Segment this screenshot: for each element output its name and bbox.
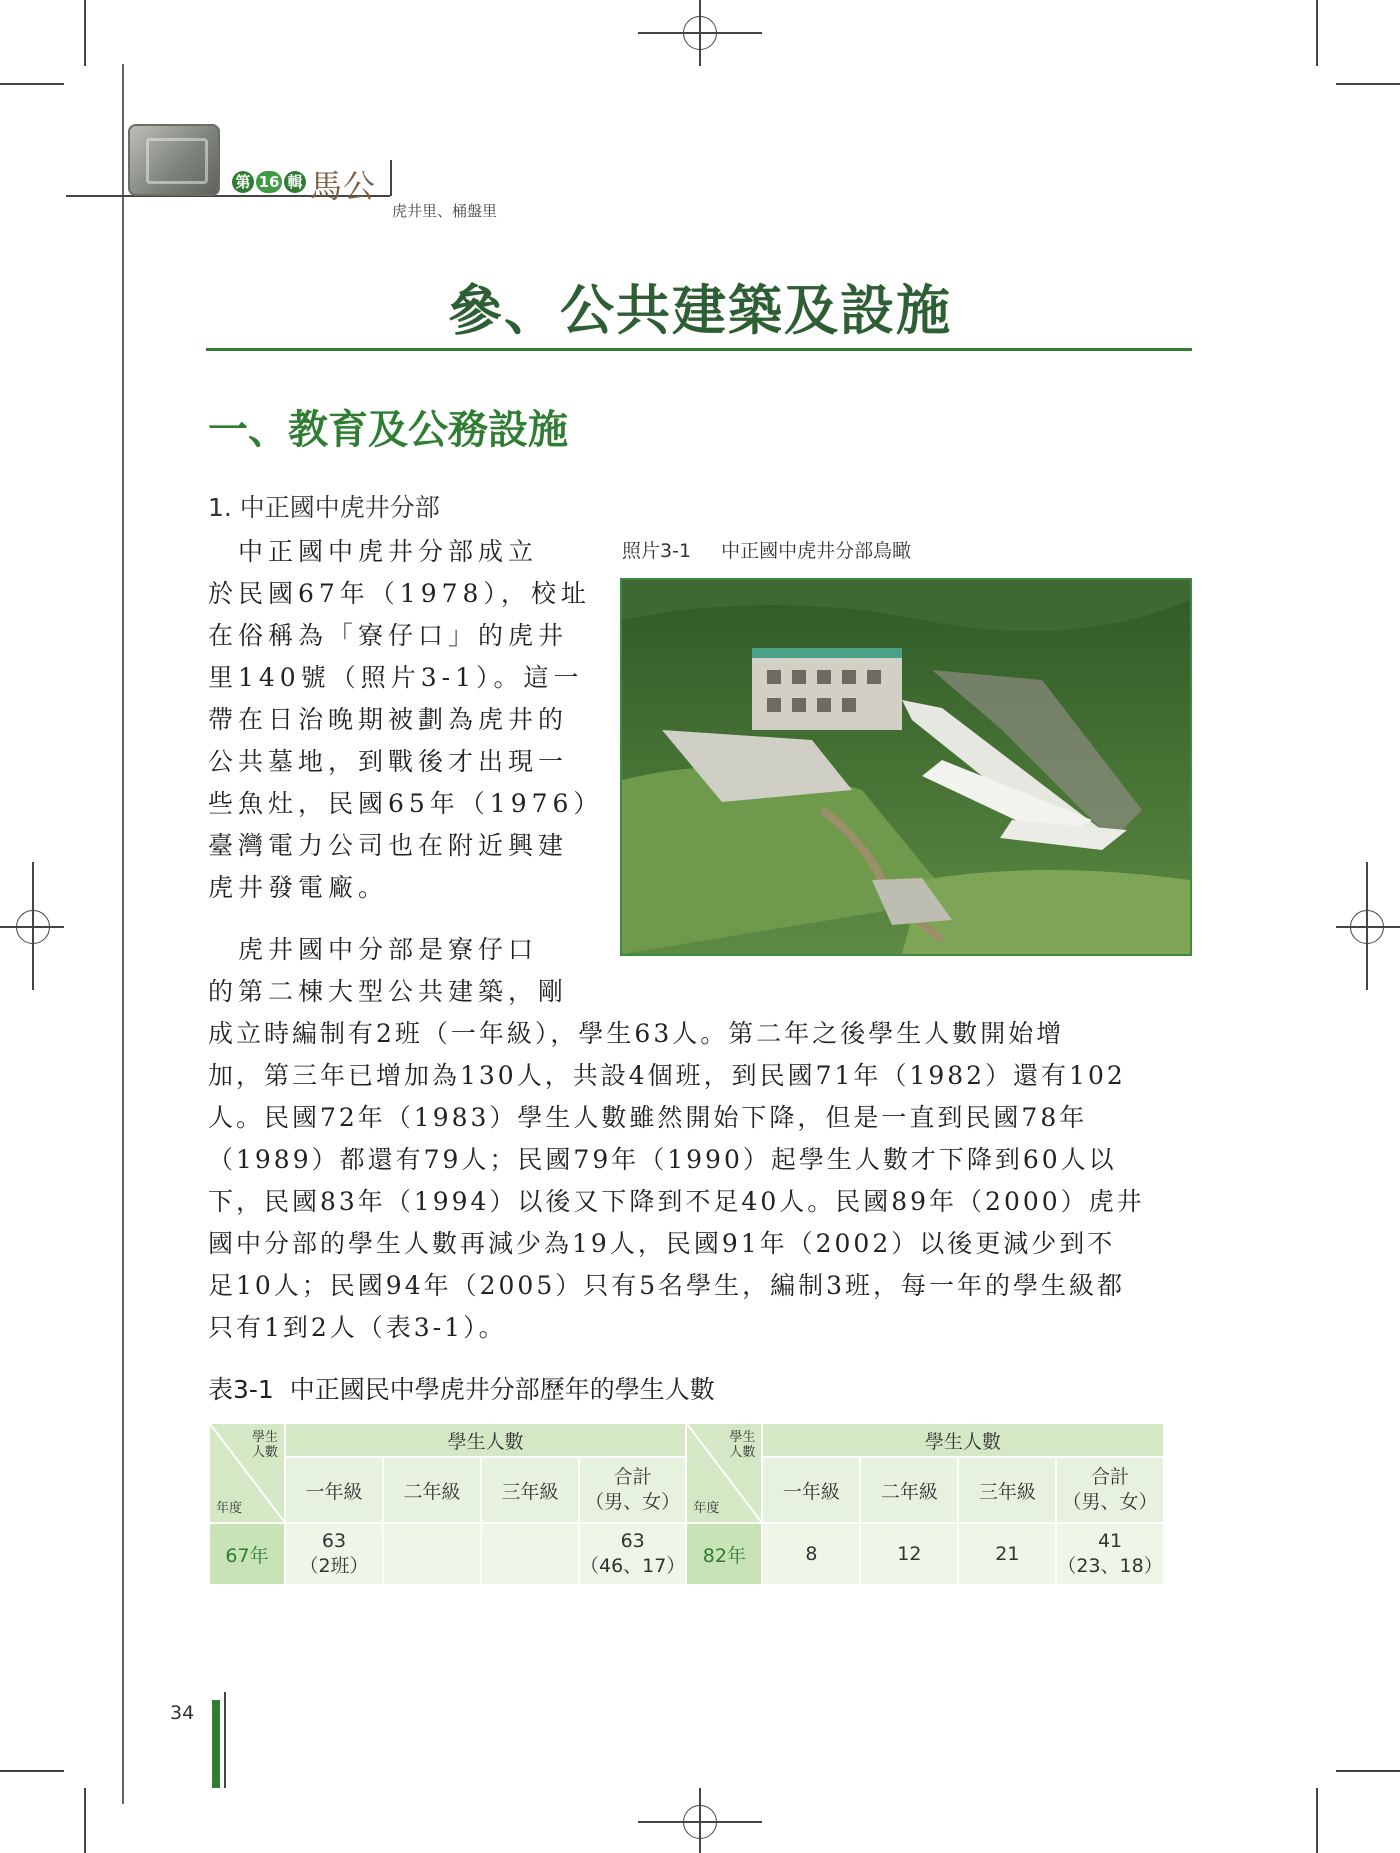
page-footer-bar (212, 1700, 220, 1788)
text-line: 國中分部的學生人數再減少為19人，民國91年（2002）以後更減少到不 (208, 1229, 1116, 1258)
text-line: 成立時編制有2班（一年級），學生63人。第二年之後學生人數開始增 (208, 1019, 1065, 1048)
text-line: 在俗稱為「寮仔口」的虎井 (208, 621, 569, 650)
text-line: 帶在日治晚期被劃為虎井的 (208, 705, 569, 734)
column-header: 一年級 (762, 1457, 860, 1523)
column-header: 合計 （男、女） (579, 1457, 686, 1523)
text-line: 虎井國中分部是寮仔口 (208, 935, 539, 964)
table-cell: 12 (860, 1523, 958, 1585)
text-line: 里140號（照片3-1）。這一 (208, 663, 584, 692)
text-line: 的第二棟大型公共建築，剛 (208, 977, 569, 1006)
table-title: 表3-1 中正國民中學虎井分部歷年的學生人數 (208, 1375, 715, 1404)
school-aerial-photo (620, 578, 1192, 956)
table-corner-cell (686, 1423, 762, 1523)
corner-top-label: 學生 人數 (251, 1430, 278, 1460)
corner-top-label: 學生 人數 (729, 1430, 756, 1460)
stone-basin-logo (128, 124, 220, 196)
text-line: 加，第三年已增加為130人，共設4個班，到民國71年（1982）還有102 (208, 1061, 1126, 1090)
table-cell: 8 (762, 1523, 860, 1585)
page-footer-rule (224, 1692, 226, 1788)
text-line: 只有1到2人（表3-1）。 (208, 1313, 507, 1342)
text-line: 些魚灶，民國65年（1976） (208, 789, 604, 818)
photo-caption (622, 536, 911, 563)
text-line: 下，民國83年（1994）以後又下降到不足40人。民國89年（2000）虎井 (208, 1187, 1145, 1216)
section-heading: 一、教育及公務設施 (208, 406, 568, 453)
student-count-table (208, 1422, 1165, 1586)
subsection-heading: 1. 中正國中虎井分部 (208, 493, 440, 522)
table-corner-cell (209, 1423, 285, 1523)
title-rule (206, 348, 1192, 351)
column-header: 三年級 (481, 1457, 579, 1523)
group-header: 學生人數 (285, 1423, 686, 1457)
photo-caption-label: 照片3-1 (622, 540, 692, 562)
photo-caption-text: 中正國中虎井分部鳥瞰 (721, 540, 912, 562)
brand-logo: 馬公 (310, 167, 377, 205)
series-badge-suffix: 輯 (284, 171, 306, 193)
table-cell: 63 （46、17） (579, 1523, 686, 1585)
year-cell: 67年 (209, 1523, 285, 1585)
table-cell: 63 （2班） (285, 1523, 383, 1585)
table-cell (383, 1523, 481, 1585)
corner-bottom-label: 年度 (693, 1501, 720, 1516)
table-cell: 41 （23、18） (1056, 1523, 1163, 1585)
text-line: 虎井發電廠。 (208, 873, 389, 902)
page-number: 34 (170, 1702, 195, 1724)
paragraph-2 (208, 929, 1198, 1349)
column-header: 三年級 (958, 1457, 1056, 1523)
table-cell (481, 1523, 579, 1585)
text-line: 中正國中虎井分部成立 (208, 537, 539, 566)
text-line: 公共墓地，到戰後才出現一 (208, 747, 569, 776)
table-cell: 21 (958, 1523, 1056, 1585)
text-line: 足10人；民國94年（2005）只有5名學生，編制3班，每一年的學生級都 (208, 1271, 1126, 1300)
column-header: 一年級 (285, 1457, 383, 1523)
text-line: 於民國67年（1978），校址 (208, 579, 591, 608)
column-header: 二年級 (383, 1457, 481, 1523)
year-cell: 82年 (686, 1523, 762, 1585)
page-title: 參、公共建築及設施 (448, 278, 952, 342)
text-line: （1989）都還有79人；民國79年（1990）起學生人數才下降到60人以 (208, 1145, 1117, 1174)
running-head: 虎井里、桶盤里 (392, 202, 498, 220)
corner-bottom-label: 年度 (216, 1501, 243, 1516)
header-rule-vertical (390, 160, 392, 196)
series-badge-number: 16 (256, 171, 282, 193)
series-badge-prefix: 第 (232, 171, 254, 193)
column-header: 二年級 (860, 1457, 958, 1523)
paragraph-1 (208, 531, 608, 909)
group-header: 學生人數 (762, 1423, 1163, 1457)
text-line: 人。民國72年（1983）學生人數雖然開始下降，但是一直到民國78年 (208, 1103, 1088, 1132)
column-header: 合計 （男、女） (1056, 1457, 1163, 1523)
text-line: 臺灣電力公司也在附近興建 (208, 831, 569, 860)
